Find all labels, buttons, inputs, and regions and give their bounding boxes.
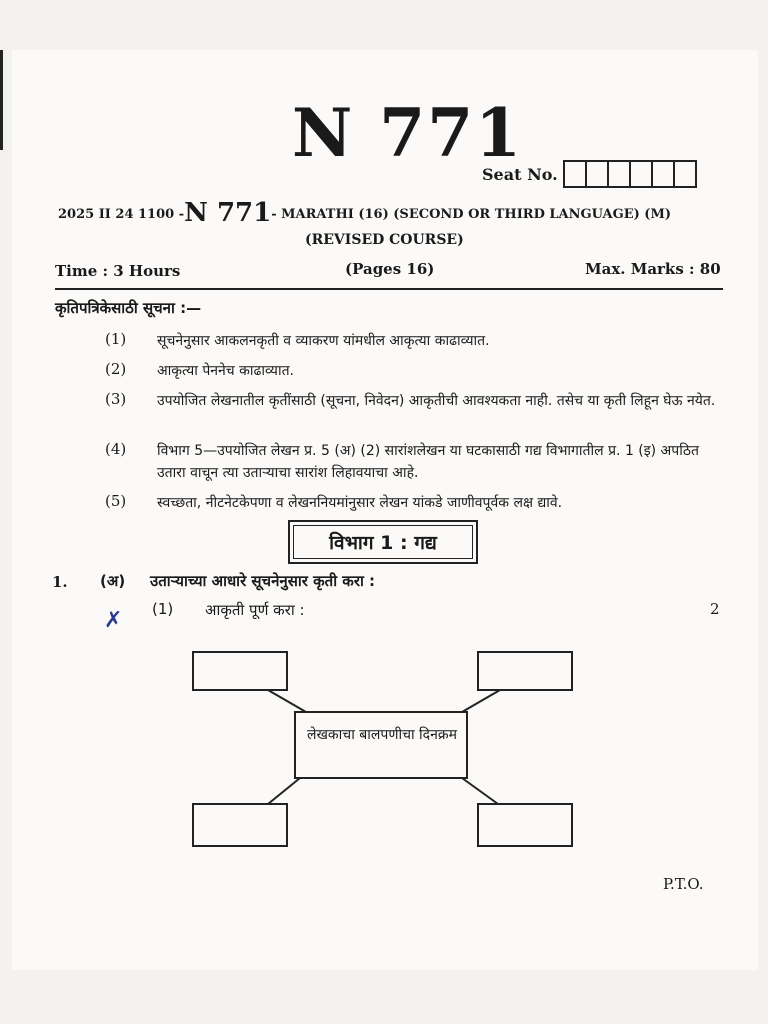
sub-question-text: आकृती पूर्ण करा :	[205, 601, 305, 619]
page-count: (Pages 16)	[345, 260, 435, 278]
diagram-center-label: लेखकाचा बालपणीचा दिनक्रम	[306, 727, 458, 743]
connector-line	[462, 778, 498, 804]
instruction-text: उपयोजित लेखनातील कृतींसाठी (सूचना, निवेदन) आकृतीची आवश्यकता नाही. तसेच या कृती लिहून घेऊ नयेत.	[157, 393, 716, 409]
instruction-number: (5)	[105, 492, 127, 510]
question-text: उताऱ्याच्या आधारे सूचनेनुसार कृती करा :	[150, 572, 376, 590]
question-number: 1.	[52, 573, 68, 591]
instruction-text: स्वच्छता, नीटनेटकेपणा व लेखननियमांनुसार लेखन यांकडे जाणीवपूर्वक लक्ष द्यावे.	[157, 495, 563, 511]
connector-line	[268, 690, 306, 712]
instruction-number: (2)	[105, 360, 127, 378]
instruction-number: (3)	[105, 390, 127, 408]
section-heading: विभाग 1 : गद्य	[288, 520, 478, 564]
paper-date-code: 2025 II 24 1100 -	[58, 207, 185, 222]
sub-question-marks: 2	[710, 600, 720, 618]
answer-box-top-left[interactable]	[193, 652, 287, 690]
paper-subject: - MARATHI (16) (SECOND OR THIRD LANGUAGE) (M)	[271, 207, 671, 222]
instruction-text: सूचनेनुसार आकलनकृती व व्याकरण यांमधील आकृत्या काढाव्यात.	[157, 333, 490, 349]
sub-question-number: (1)	[152, 600, 174, 618]
instruction-text: आकृत्या पेननेच काढाव्यात.	[157, 363, 294, 379]
page-turn-over: P.T.O.	[663, 875, 704, 893]
instruction-number: (1)	[105, 330, 127, 348]
answer-box-top-right[interactable]	[478, 652, 572, 690]
connector-line	[462, 690, 500, 712]
connector-line	[268, 778, 300, 804]
instruction-text: विभाग 5—उपयोजित लेखन प्र. 5 (अ) (2) सारांशलेखन या घटकासाठी गद्य विभागातील प्र. 1 (इ) अपठित उतारा वाचून त्या उताऱ्याचा सारांश लिहावयाचा आहे.	[157, 443, 699, 481]
exam-time: Time : 3 Hours	[55, 262, 181, 280]
paper-code: N 771	[184, 198, 272, 228]
max-marks: Max. Marks : 80	[585, 260, 721, 278]
question-part: (अ)	[100, 572, 126, 590]
handwritten-cross-mark: ✗	[104, 608, 123, 633]
instructions-heading: कृतिपत्रिकेसाठी सूचना :—	[55, 299, 202, 317]
answer-box-bottom-left[interactable]	[193, 804, 287, 846]
exam-code-title: N 771	[292, 94, 524, 172]
instruction-number: (4)	[105, 440, 127, 458]
seat-number-label: Seat No.	[482, 165, 558, 184]
course-type: (REVISED COURSE)	[305, 232, 464, 248]
answer-box-bottom-right[interactable]	[478, 804, 572, 846]
